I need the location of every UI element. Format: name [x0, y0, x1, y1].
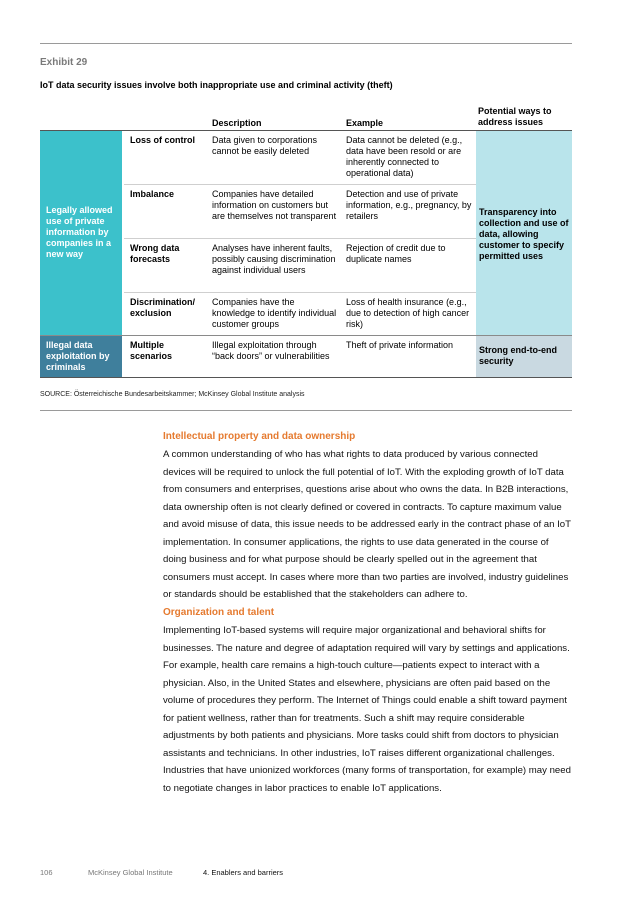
issue-discrimination-exclusion: Discrimination/ exclusion: [130, 297, 196, 318]
top-divider: [40, 43, 572, 44]
example-cell: Rejection of credit due to duplicate names: [346, 243, 446, 264]
issue-imbalance: Imbalance: [130, 189, 175, 199]
section-heading: Intellectual property and data ownership: [163, 431, 356, 442]
category-illegal-exploitation: Illegal data exploitation by criminals: [40, 336, 122, 377]
example-cell: Loss of health insurance (e.g., due to detection of high cancer risk): [346, 297, 470, 329]
header-example: Example: [346, 118, 384, 128]
row-divider: [124, 292, 476, 293]
source-note: SOURCE: Österreichische Bundesarbeitskammer; McKinsey Global Institute analysis: [40, 391, 305, 398]
potential-transparency: Transparency into collection and use of data, allowing customer to specify permitted uses: [476, 131, 572, 335]
example-cell: Theft of private information: [346, 340, 454, 350]
exhibit-title: IoT data security issues involve both inappropriate use and criminal activity (theft): [40, 80, 393, 90]
example-cell: Data cannot be deleted (e.g., data have been resold or are inherently connected to operational data): [346, 135, 463, 178]
issue-multiple-scenarios: Multiple scenarios: [130, 340, 173, 361]
exhibit-label: Exhibit 29: [40, 57, 88, 68]
category-legal-use: Legally allowed use of private information by companies in a new way: [40, 131, 122, 335]
section-body: Implementing IoT-based systems will require major organizational and behavioral shifts for businesses. The nature and degree of adaptation required will vary by settings and applications. For example, health care remains a high-touch culture—patients expect to interact with a physician. Also, in the United States and elsewhere, physicians are often paid based on the volume of procedures they perform. The Internet of Things could enable a shift toward payment for patient wellness, rather than for treatments. Such a shift may require considerable adjustments by both patients and physicians. More tasks could shift from doctors to physician assistants and technicians. In other industries, IoT raises different organizational challenges. Industries that have unionized workforces (many forms of transportation, for example) may need to negotiate changes in labor practices to enable IoT applications.: [163, 625, 571, 794]
section-heading: Organization and talent: [163, 607, 275, 618]
description-cell: Companies have the knowledge to identify individual customer groups: [212, 297, 337, 329]
section-ip-data-ownership: [163, 431, 573, 604]
example-cell: Detection and use of private information, e.g., pregnancy, by retailers: [346, 189, 472, 221]
description-cell: Data given to corporations cannot be easily deleted: [212, 135, 318, 156]
section-organization-talent: [163, 607, 573, 797]
potential-security: Strong end-to-end security: [476, 336, 572, 377]
page-number: 106: [40, 868, 53, 877]
chapter-title: 4. Enablers and barriers: [203, 868, 284, 877]
table-bottom-divider: [40, 377, 572, 378]
header-potential-ways: Potential ways to address issues: [478, 106, 552, 127]
description-cell: Illegal exploitation through “back doors” or vulnerabilities: [212, 340, 330, 361]
publisher-name: McKinsey Global Institute: [88, 868, 173, 877]
issue-wrong-data-forecasts: Wrong data forecasts: [130, 243, 180, 264]
description-cell: Analyses have inherent faults, possibly causing discrimination against individual users: [212, 243, 336, 275]
issue-loss-of-control: Loss of control: [130, 135, 195, 145]
description-cell: Companies have detailed information on customers but are themselves not transparent: [212, 189, 337, 221]
row-divider: [124, 238, 476, 239]
row-divider: [124, 184, 476, 185]
exhibit-end-divider: [40, 410, 572, 411]
header-description: Description: [212, 118, 262, 128]
section-body: A common understanding of who has what rights to data produced by various connected devices will be required to unlock the full potential of IoT. With the exploding growth of IoT data from consumers and enterprises, questions arise about who owns the data. In B2B interactions, data ownership often is not clearly defined or covered in contracts. To capture maximum value and avoid misuse of data, this issue needs to be addressed early in the contract phase of an IoT implementation. In consumer applications, the rights to use data generated in the course of doing business and for what purpose should be clearly spelled out in the agreement that consumers must accept. In cases where more than two parties are involved, industry guidelines or standards should be established that the stakeholders can adhere to.: [163, 449, 571, 600]
